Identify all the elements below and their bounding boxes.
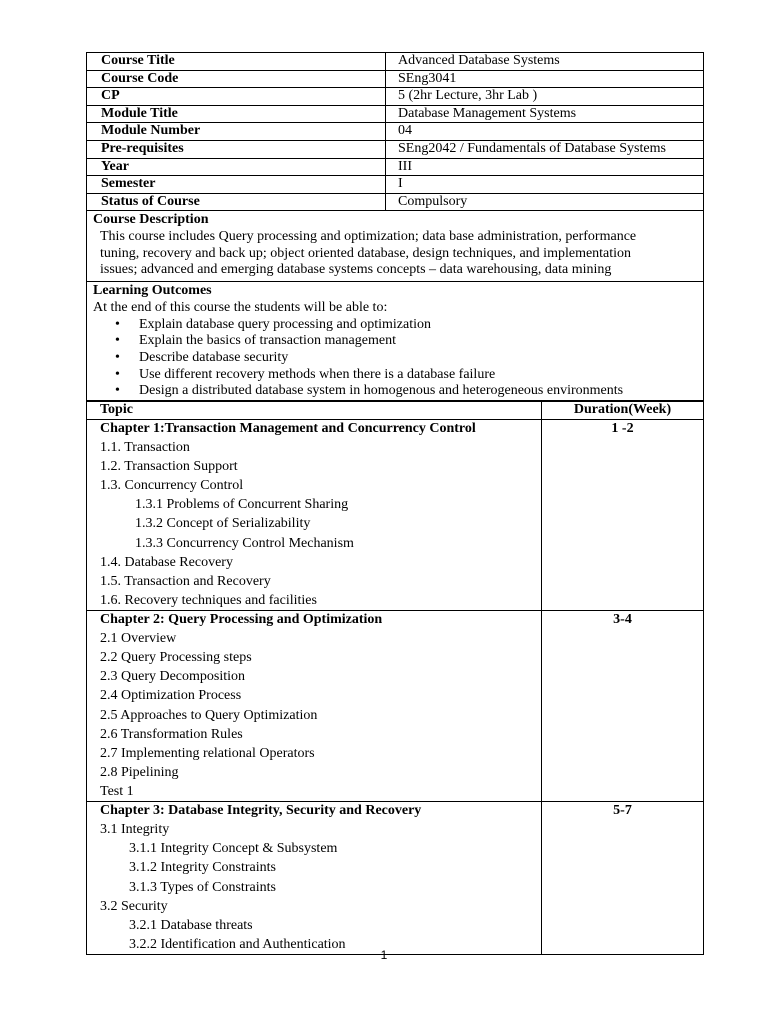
topic-item: 1.3. Concurrency Control <box>100 477 244 493</box>
topic-item: 1.2. Transaction Support <box>100 458 238 474</box>
course-info-row <box>87 158 704 176</box>
course-info-label: Status of Course <box>87 193 386 211</box>
topic-column-header: Topic <box>87 402 542 420</box>
chapter-title: Chapter 2: Query Processing and Optimization <box>100 612 383 628</box>
topic-item: 3.1.2 Integrity Constraints <box>129 860 276 876</box>
course-description-section <box>86 211 704 282</box>
topic-item: Test 1 <box>100 784 134 800</box>
outcome-item: • Explain the basics of transaction management <box>93 333 697 350</box>
topic-item: 2.2 Query Processing steps <box>100 649 252 665</box>
chapter-duration <box>542 420 704 611</box>
topic-item: 1.1. Transaction <box>100 439 190 455</box>
course-info-row <box>87 105 704 123</box>
topic-item: 1.3.1 Problems of Concurrent Sharing <box>135 497 349 513</box>
topic-item: 3.2 Security <box>100 898 168 914</box>
chapter-title: Chapter 1:Transaction Management and Concurrency Control <box>100 421 476 437</box>
course-info-value: SEng3041 <box>386 70 704 88</box>
course-info-row <box>87 193 704 211</box>
course-outline-page <box>86 52 704 955</box>
course-info-label: Year <box>87 158 386 176</box>
course-info-value: I <box>386 176 704 194</box>
course-description-heading: Course Description <box>93 212 209 228</box>
course-info-value: Compulsory <box>386 193 704 211</box>
chapter-row <box>87 611 704 802</box>
learning-outcomes-intro: At the end of this course the students will be able to: <box>93 299 388 315</box>
course-info-row <box>87 140 704 158</box>
duration-value: 3-4 <box>613 612 632 628</box>
topic-item: 3.2.1 Database threats <box>129 917 253 933</box>
topic-item: 2.1 Overview <box>100 630 177 646</box>
topic-item: 1.6. Recovery techniques and facilities <box>100 593 317 609</box>
topics-header-row <box>87 402 704 420</box>
topic-item: 1.4. Database Recovery <box>100 554 233 570</box>
learning-outcomes-list <box>93 317 697 401</box>
course-info-value: SEng2042 / Fundamentals of Database Systems <box>386 140 704 158</box>
course-info-table <box>86 52 704 211</box>
topic-item: 3.2.2 Identification and Authentication <box>129 937 346 953</box>
chapter-duration <box>542 611 704 802</box>
learning-outcomes-section <box>86 282 704 401</box>
topic-item: 2.8 Pipelining <box>100 765 179 781</box>
topic-item: 2.5 Approaches to Query Optimization <box>100 707 318 723</box>
course-info-row <box>87 88 704 106</box>
topic-item: 1.3.2 Concept of Serializability <box>135 516 311 532</box>
course-info-label: Semester <box>87 176 386 194</box>
course-description-text <box>93 229 697 279</box>
duration-value: 5-7 <box>613 803 632 819</box>
course-info-row <box>87 123 704 141</box>
course-info-label: Course Title <box>87 53 386 71</box>
description-line: tuning, recovery and back up; object oriented database, design techniques, and implementation <box>100 245 632 261</box>
outcome-item: • Use different recovery methods when there is a database failure <box>93 367 697 384</box>
topic-item: 2.3 Query Decomposition <box>100 669 246 685</box>
course-info-row <box>87 176 704 194</box>
course-info-label: Module Title <box>87 105 386 123</box>
course-info-row <box>87 70 704 88</box>
chapter-row <box>87 420 704 611</box>
duration-column-header: Duration(Week) <box>542 402 704 420</box>
topic-item: 1.5. Transaction and Recovery <box>100 573 271 589</box>
course-info-label: Module Number <box>87 123 386 141</box>
topic-item: 2.6 Transformation Rules <box>100 726 243 742</box>
course-info-label: Course Code <box>87 70 386 88</box>
topic-item: 2.7 Implementing relational Operators <box>100 745 315 761</box>
page-number: 1 <box>380 948 388 962</box>
chapter-duration <box>542 802 704 955</box>
outcome-item: • Explain database query processing and optimization <box>93 317 697 334</box>
chapter-topics-cell <box>87 802 542 955</box>
outcome-item: • Describe database security <box>93 350 697 367</box>
outcome-item: • Design a distributed database system in homogenous and heterogeneous environments <box>93 383 697 400</box>
course-info-label: CP <box>87 88 386 106</box>
topics-table <box>86 401 704 955</box>
course-info-value: Advanced Database Systems <box>386 53 704 71</box>
course-info-label: Pre-requisites <box>87 140 386 158</box>
course-info-row <box>87 53 704 71</box>
learning-outcomes-heading: Learning Outcomes <box>93 283 212 299</box>
chapter-row <box>87 802 704 955</box>
topic-item: 3.1.3 Types of Constraints <box>129 879 276 895</box>
course-info-value: Database Management Systems <box>386 105 704 123</box>
topic-item: 3.1 Integrity <box>100 821 170 837</box>
course-info-value: III <box>386 158 704 176</box>
chapter-topics-cell <box>87 420 542 611</box>
chapter-title: Chapter 3: Database Integrity, Security and Recovery <box>100 803 422 819</box>
course-info-value: 04 <box>386 123 704 141</box>
topic-item: 1.3.3 Concurrency Control Mechanism <box>135 535 354 551</box>
topic-item: 3.1.1 Integrity Concept & Subsystem <box>129 841 338 857</box>
description-line: This course includes Query processing and optimization; data base administration, performance <box>100 229 637 245</box>
chapter-topics-cell <box>87 611 542 802</box>
duration-value: 1 -2 <box>611 421 634 437</box>
topic-item: 2.4 Optimization Process <box>100 688 242 704</box>
description-line: issues; advanced and emerging database systems concepts – data warehousing, data mining <box>100 262 612 278</box>
course-info-value: 5 (2hr Lecture, 3hr Lab ) <box>386 88 704 106</box>
